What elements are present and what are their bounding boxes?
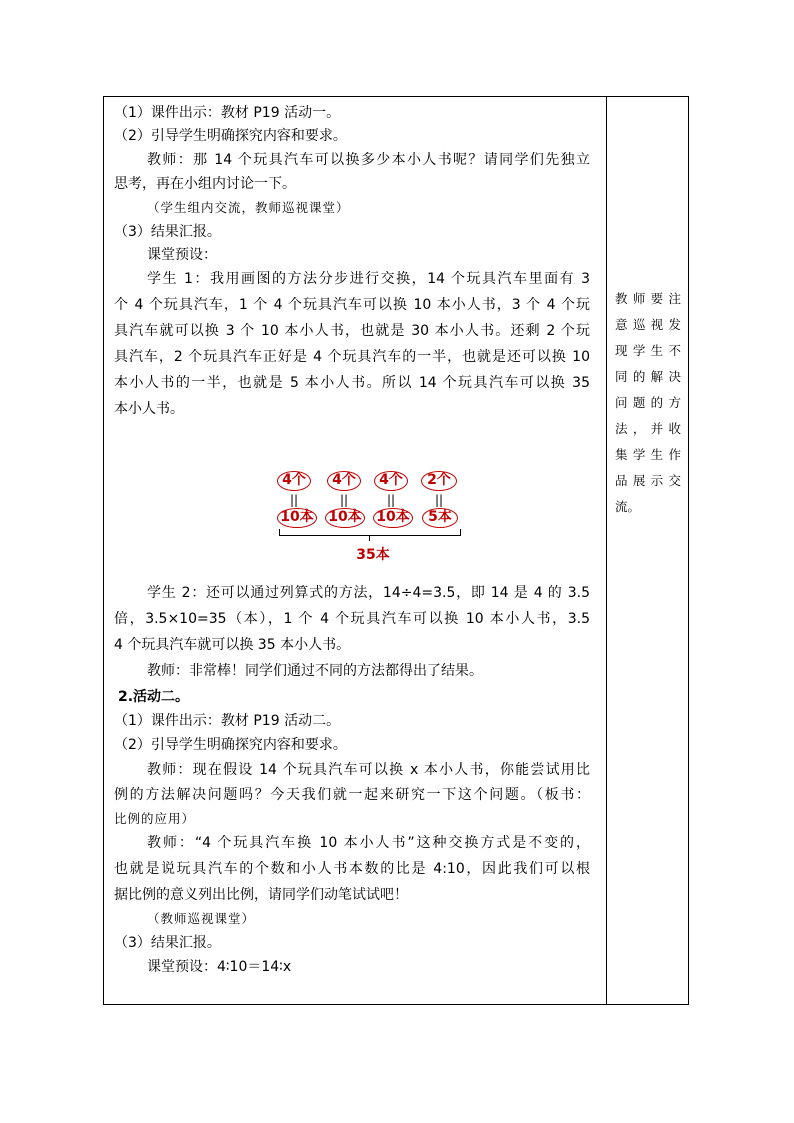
lesson-table — [103, 96, 689, 1005]
text-line: 教师：“4 个玩具汽车换 10 本小人书”这种交换方式是不变的， — [147, 835, 590, 851]
exchange-diagram — [277, 471, 467, 571]
side-note-line: 集学生作 — [615, 447, 681, 462]
side-note-line: 同的解决 — [615, 369, 681, 384]
text-line: 本小人书。 — [114, 401, 184, 417]
text-line: 课堂预设：4∶10＝14∶x — [147, 959, 292, 975]
diagram-top-oval: 4个 — [374, 471, 408, 491]
text-line: 例的方法解决问题吗？今天我们就一起来研究一下这个问题。（板书： — [114, 787, 590, 803]
text-line: 学生 2：还可以通过列算式的方法，14÷4=3.5，即 14 是 4 的 3.5 — [147, 585, 590, 601]
equals-sign: || — [387, 493, 396, 507]
text-line: 教师：现在假设 14 个玩具汽车可以换 x 本小人书，你能尝试用比 — [147, 762, 590, 778]
main-cell — [104, 97, 606, 1004]
diagram-bottom-oval: 5本 — [422, 508, 458, 528]
text-line: 学生 1：我用画图的方法分步进行交换，14 个玩具汽车里面有 3 — [147, 271, 590, 287]
text-line: 个 4 个玩具汽车，1 个 4 个玩具汽车可以换 10 本小人书，3 个 4 个玩 — [114, 297, 590, 313]
diagram-top-oval: 4个 — [327, 471, 361, 491]
brace-tick — [369, 536, 370, 541]
note-line: 比例的应用） — [114, 811, 196, 826]
side-note-line: 流。 — [615, 499, 641, 514]
diagram-top-oval: 4个 — [277, 471, 311, 491]
section-heading: 2.活动二。 — [118, 689, 190, 705]
text-line: 据比例的意义列出比例，请同学们动笔试试吧！ — [114, 887, 408, 903]
note-line: （学生组内交流，教师巡视课堂） — [147, 200, 350, 215]
side-note-line: 现学生不 — [615, 343, 681, 358]
side-note-line: 教师要注 — [615, 291, 681, 306]
diagram-bottom-oval: 10本 — [277, 508, 317, 528]
note-line: （教师巡视课堂） — [147, 911, 256, 926]
text-line: 也就是说玩具汽车的个数和小人书本数的比是 4:10，因此我们可以根 — [114, 861, 590, 877]
diagram-bottom-oval: 10本 — [373, 508, 413, 528]
text-line: 教师：那 14 个玩具汽车可以换多少本小人书呢？请同学们先独立 — [147, 152, 590, 168]
text-line: 倍，3.5×10=35（本），1 个 4 个玩具汽车可以换 10 本小人书，3.5 — [114, 611, 590, 627]
text-line: 教师：非常棒！同学们通过不同的方法都得出了结果。 — [147, 663, 483, 679]
side-note-line: 品展示交 — [615, 473, 681, 488]
text-line: 具汽车，2 个玩具汽车正好是 4 个玩具汽车的一半，也就是还可以换 10 — [114, 349, 590, 365]
text-line: （2）引导学生明确探究内容和要求。 — [114, 128, 347, 144]
text-line: 课堂预设： — [147, 247, 217, 263]
side-note-line: 意巡视发 — [615, 317, 681, 332]
text-line: （1）课件出示：教材 P19 活动一。 — [114, 105, 341, 121]
side-note-line: 问题的方 — [615, 395, 681, 410]
equals-sign: || — [435, 493, 444, 507]
diagram-top-oval: 2个 — [421, 471, 457, 491]
text-line: （3）结果汇报。 — [114, 935, 221, 951]
text-line: 本小人书的一半，也就是 5 本小人书。所以 14 个玩具汽车可以换 35 — [114, 375, 590, 391]
side-note-line: 法，并收 — [615, 421, 681, 436]
text-line: （1）课件出示：教材 P19 活动二。 — [114, 713, 341, 729]
grouping-brace — [279, 529, 461, 536]
text-line: （2）引导学生明确探究内容和要求。 — [114, 737, 347, 753]
diagram-total: 35本 — [356, 547, 390, 563]
text-line: 具汽车就可以换 3 个 10 本小人书，也就是 30 本小人书。还剩 2 个玩 — [114, 323, 590, 339]
equals-sign: || — [340, 493, 349, 507]
side-note-cell — [607, 97, 688, 1004]
text-line: （3）结果汇报。 — [114, 224, 221, 240]
text-line: 思考，再在小组内讨论一下。 — [114, 176, 296, 192]
equals-sign: || — [290, 493, 299, 507]
diagram-bottom-oval: 10本 — [325, 508, 365, 528]
text-line: 4 个玩具汽车就可以换 35 本小人书。 — [114, 637, 351, 653]
